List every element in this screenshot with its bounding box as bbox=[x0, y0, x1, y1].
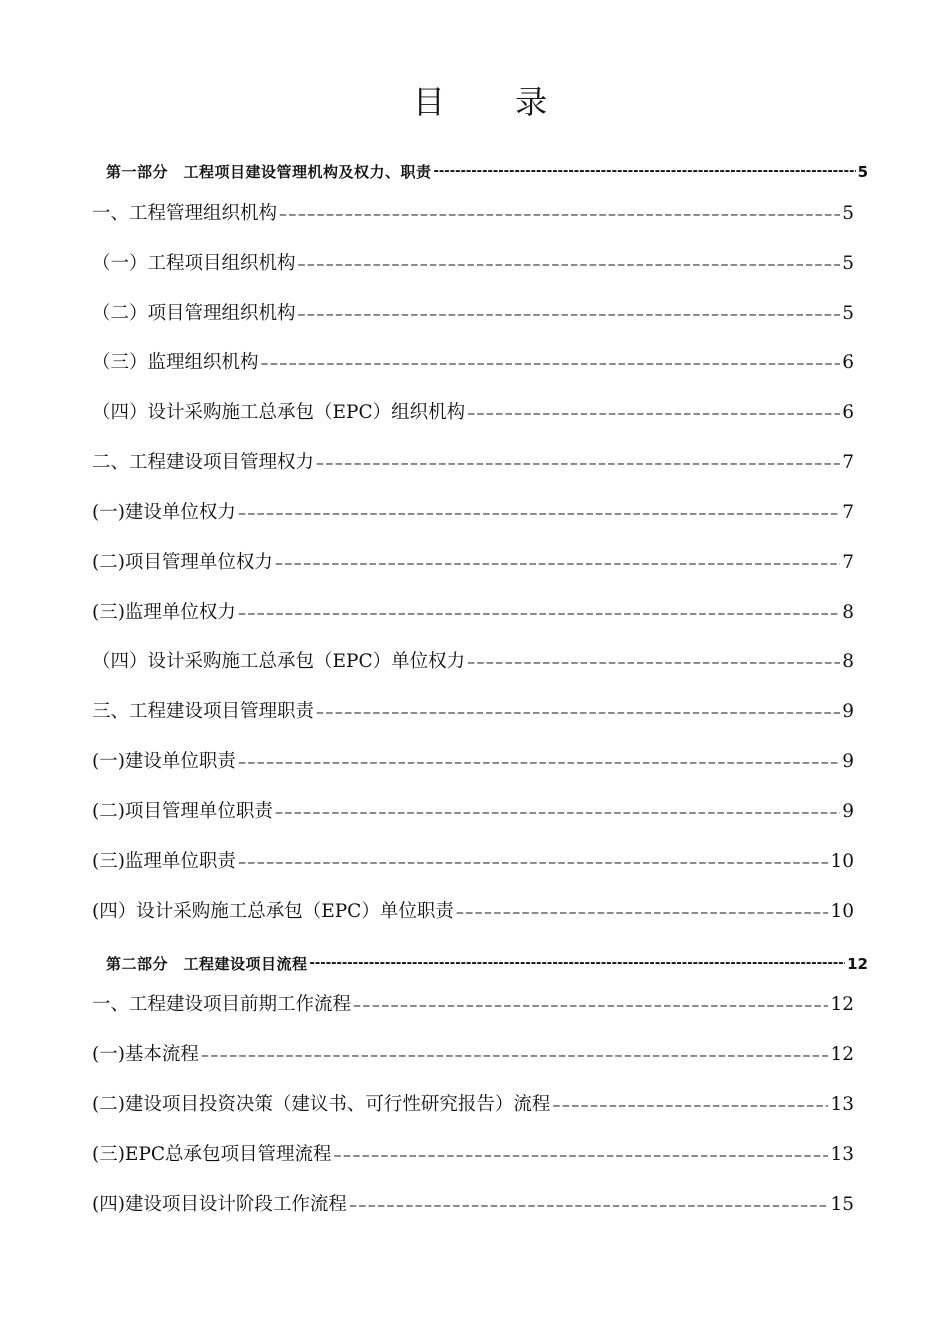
toc-entry[interactable] bbox=[92, 847, 854, 877]
toc-entry-label: 一、工程建设项目前期工作流程 bbox=[92, 994, 352, 1015]
toc-entry-label: （二）项目管理组织机构 bbox=[92, 303, 296, 324]
toc-page-number: 5 bbox=[842, 303, 854, 324]
toc-page-number: 12 bbox=[847, 955, 868, 973]
toc-leader bbox=[349, 1190, 829, 1220]
toc-entry[interactable] bbox=[92, 448, 854, 478]
toc-entry[interactable] bbox=[92, 1140, 854, 1170]
toc-entry-label: （四）设计采购施工总承包（EPC）单位权力 bbox=[92, 651, 466, 672]
toc-leader bbox=[316, 448, 840, 478]
toc-entry-label: (一)建设单位职责 bbox=[92, 751, 236, 772]
toc-page-number: 12 bbox=[830, 994, 854, 1015]
toc-leader bbox=[238, 847, 829, 877]
toc-entry-label: (二)项目管理单位权力 bbox=[92, 552, 273, 573]
toc-entry-label: (三)EPC总承包项目管理流程 bbox=[92, 1144, 332, 1165]
toc-entry[interactable] bbox=[92, 398, 854, 428]
toc-leader bbox=[238, 747, 840, 777]
toc-entry[interactable] bbox=[92, 1040, 854, 1070]
toc-leader bbox=[279, 199, 840, 229]
toc-entry-label: (三)监理单位职责 bbox=[92, 851, 236, 872]
toc-entry-label: 一、工程管理组织机构 bbox=[92, 203, 278, 224]
toc-part-heading[interactable] bbox=[106, 945, 868, 975]
toc-entry[interactable] bbox=[92, 647, 854, 677]
toc-page-number: 15 bbox=[830, 1194, 854, 1215]
toc-entry[interactable] bbox=[92, 299, 854, 329]
toc-leader bbox=[334, 1140, 829, 1170]
toc-entry-label: （三）监理组织机构 bbox=[92, 352, 259, 373]
toc-page-number: 12 bbox=[830, 1044, 854, 1065]
toc-page-number: 8 bbox=[842, 651, 854, 672]
toc-leader bbox=[316, 697, 840, 727]
toc-leader bbox=[467, 398, 840, 428]
toc-page-number: 5 bbox=[842, 203, 854, 224]
toc-title: 目 录 bbox=[412, 83, 578, 121]
toc-entry[interactable] bbox=[92, 548, 854, 578]
toc-entry[interactable] bbox=[92, 990, 854, 1020]
toc-page-number: 6 bbox=[842, 402, 854, 423]
toc-entry[interactable] bbox=[92, 348, 854, 378]
toc-leader bbox=[298, 299, 841, 329]
toc-leader bbox=[353, 990, 828, 1020]
toc-entry-label: (二)项目管理单位职责 bbox=[92, 801, 273, 822]
toc-entry[interactable] bbox=[92, 498, 854, 528]
toc-page-number: 9 bbox=[842, 751, 854, 772]
toc-entry-label: 第一部分 工程项目建设管理机构及权力、职责 bbox=[106, 163, 432, 181]
toc-entry-label: 三、工程建设项目管理职责 bbox=[92, 701, 315, 722]
toc-leader bbox=[238, 598, 840, 628]
toc-leader bbox=[201, 1040, 829, 1070]
toc-entry[interactable] bbox=[92, 598, 854, 628]
toc-entry-label: （四）设计采购施工总承包（EPC）组织机构 bbox=[92, 402, 466, 423]
toc-entry-label: (四)建设项目设计阶段工作流程 bbox=[92, 1194, 347, 1215]
toc-entry[interactable] bbox=[92, 249, 854, 279]
toc-leader bbox=[298, 249, 841, 279]
toc-leader bbox=[275, 548, 840, 578]
toc-entry[interactable] bbox=[92, 797, 854, 827]
toc-entry[interactable] bbox=[92, 897, 854, 927]
toc-page-number: 5 bbox=[842, 253, 854, 274]
toc-page-number: 10 bbox=[830, 901, 854, 922]
toc-page-number: 6 bbox=[842, 352, 854, 373]
toc-entry-label: (一)建设单位权力 bbox=[92, 502, 236, 523]
toc-leader bbox=[261, 348, 841, 378]
toc-entry-label: 二、工程建设项目管理权力 bbox=[92, 452, 315, 473]
toc-page-number: 8 bbox=[842, 602, 854, 623]
toc-entry-label: (四）设计采购施工总承包（EPC）单位职责 bbox=[92, 901, 454, 922]
toc-part-heading[interactable] bbox=[106, 153, 868, 183]
toc-page-number: 9 bbox=[842, 801, 854, 822]
toc-entry[interactable] bbox=[92, 1190, 854, 1220]
toc-page-number: 13 bbox=[830, 1094, 854, 1115]
toc-leader bbox=[552, 1090, 828, 1120]
toc-leader bbox=[310, 945, 846, 975]
toc-entry[interactable] bbox=[92, 697, 854, 727]
toc-page-number: 9 bbox=[842, 701, 854, 722]
toc-page-number: 7 bbox=[842, 452, 854, 473]
toc-entry[interactable] bbox=[92, 747, 854, 777]
toc-entry[interactable] bbox=[92, 199, 854, 229]
toc-page-number: 10 bbox=[830, 851, 854, 872]
toc-leader bbox=[467, 647, 840, 677]
toc-leader bbox=[275, 797, 840, 827]
toc-entry-label: (二)建设项目投资决策（建议书、可行性研究报告）流程 bbox=[92, 1094, 551, 1115]
toc-leader bbox=[434, 153, 856, 183]
toc-entry-label: (三)监理单位权力 bbox=[92, 602, 236, 623]
toc-entry-label: 第二部分 工程建设项目流程 bbox=[106, 955, 308, 973]
toc-page-number: 5 bbox=[857, 163, 868, 181]
toc-entry-label: (一)基本流程 bbox=[92, 1044, 199, 1065]
toc-page-number: 13 bbox=[830, 1144, 854, 1165]
toc-entry[interactable] bbox=[92, 1090, 854, 1120]
toc-leader bbox=[238, 498, 840, 528]
toc-entry-label: （一）工程项目组织机构 bbox=[92, 253, 296, 274]
toc-page-number: 7 bbox=[842, 552, 854, 573]
toc-leader bbox=[456, 897, 829, 927]
toc-page-number: 7 bbox=[842, 502, 854, 523]
